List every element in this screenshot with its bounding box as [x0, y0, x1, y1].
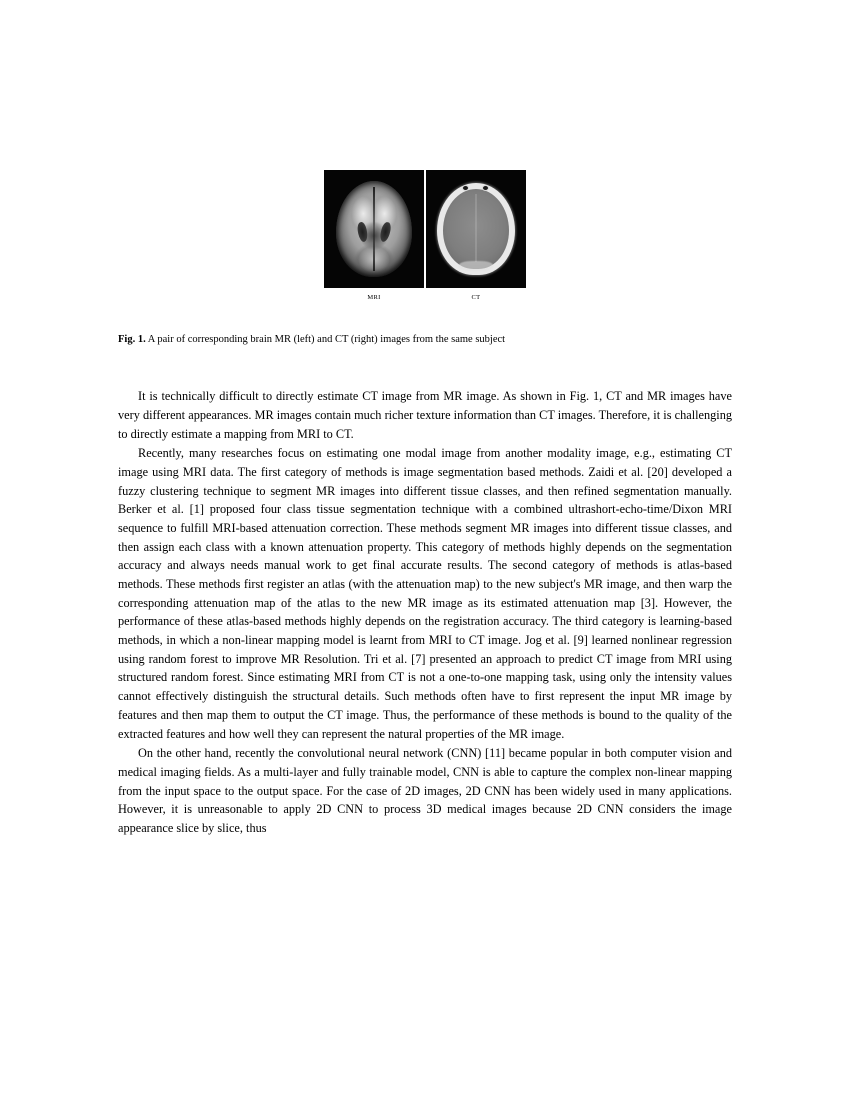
ct-skull-base: [459, 261, 493, 271]
panel-label-ct: CT: [471, 294, 481, 301]
body-text: [118, 387, 732, 838]
figure-caption: [118, 333, 732, 347]
figure-image-row: [118, 170, 732, 288]
figure-caption-text: A pair of corresponding brain MR (left) and CT (right) images from the same subject: [147, 334, 506, 345]
panel-label-mri: MRI: [367, 294, 381, 301]
ct-brain-axial-slice-image: [426, 170, 526, 288]
mri-midline-fissure: [373, 187, 375, 272]
figure-caption-label: Fig. 1.: [118, 334, 146, 345]
paragraph: It is technically difficult to directly estimate CT image from MR image. As shown in Fig. 1, CT and MR images have very different appearances. MR images contain much richer texture information than CT images. Therefore, it is challenging to directly estimate a mapping from MRI to CT.: [118, 389, 732, 441]
ct-midline: [476, 194, 477, 262]
paragraph: On the other hand, recently the convolutional neural network (CNN) [11] became popular in both computer vision and medical imaging fields. As a multi-layer and fully trainable model, CNN is able to capture the complex non-linear mapping from the input space to the output space. For the case of 2D images, 2D CNN has been widely used in many applications. However, it is unreasonable to apply 2D CNN to process 3D medical images because 2D CNN considers the image appearance slice by slice, thus: [118, 746, 732, 835]
figure-panel-labels: [118, 294, 732, 301]
paragraph: Recently, many researches focus on estimating one modal image from another modality image, e.g., estimating CT image using MRI data. The first category of methods is image segmentation based methods. Zaidi et al. [20] developed a fuzzy clustering technique to segment MR images into different tissue classes, and then refined segmentation manually. Berker et al. [1] proposed four class tissue segmentation technique with a combined ultrashort-echo-time/Dixon MRI sequence to fulfill MRI-based attenuation correction. These methods segment MR images into different tissue classes, and then assign each class with a known attenuation property. This category of methods highly depends on the segmentation accuracy and always needs manual work to get final accurate results. The second category of methods is atlas-based methods. These methods first register an atlas (with the attenuation map) to the new subject's MR image, and then warp the corresponding attenuation map of the atlas to the new MR image as its estimated attenuation map [3]. However, the performance of these atlas-based methods highly depends on the registration accuracy. The third category is learning-based methods, in which a non-linear mapping model is learnt from MRI to CT image. Jog et al. [9] learned nonlinear regression using random forest to improve MR Resolution. Tri et al. [7] presented an approach to predict CT image from MRI using structured random forest. Since estimating MRI from CT is not a one-to-one mapping task, using only the intensity values cannot effectively distinguish the structural details. Such methods often have to first represent the input MR image by features and then map them to output the CT image. Thus, the performance of these methods is bound to the quality of the extracted features and how well they can represent the natural properties of the MR image.: [118, 446, 732, 741]
mri-brain-axial-slice-image: [324, 170, 424, 288]
figure-1: [118, 0, 732, 347]
